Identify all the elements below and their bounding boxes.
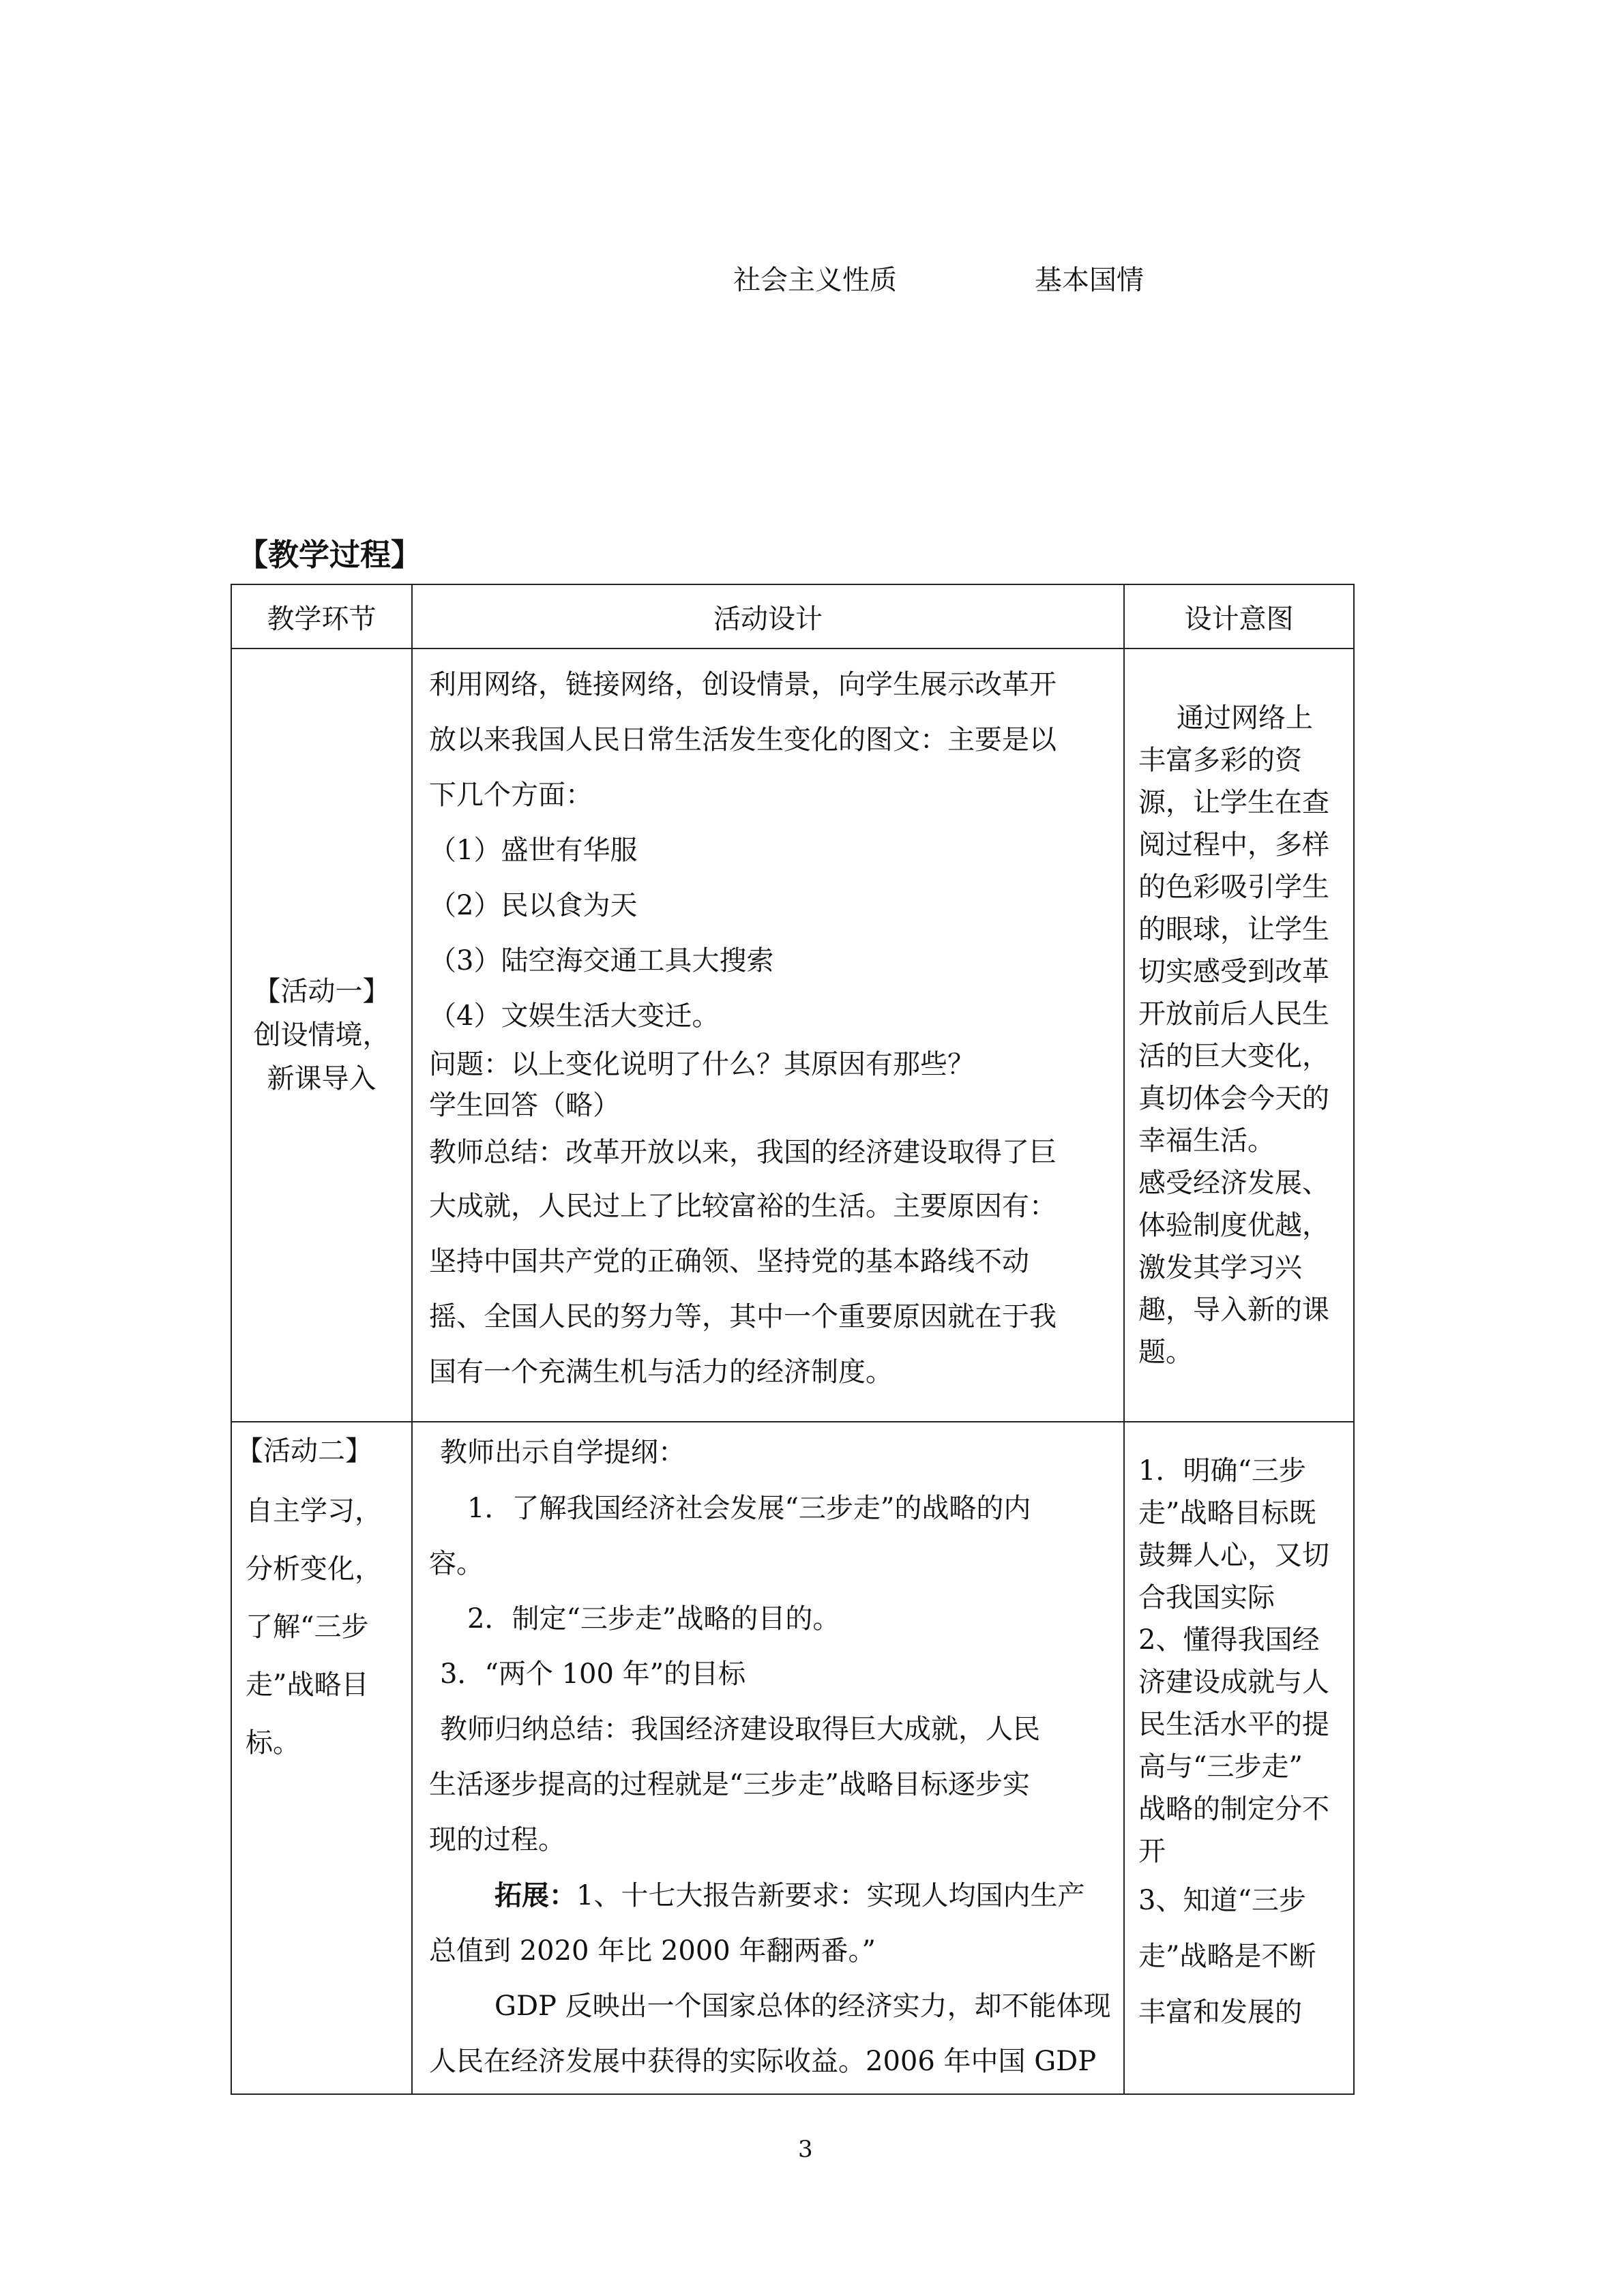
stage-cell [231,648,412,1422]
table-row [231,648,1354,1422]
intent-line: 丰富和发展的 [1138,1997,1302,2028]
activity-line: 问题：以上变化说明了什么？其原因有那些？ [429,1049,975,1080]
intent-line: 源，让学生在查 [1138,787,1329,818]
intent-line: 幸福生活。 [1138,1125,1275,1157]
activity-line: 国有一个充满生机与活力的经济制度。 [429,1356,893,1388]
intent-line: 的眼球，让学生 [1138,914,1329,945]
header-fragment-right: 基本国情 [1035,265,1144,296]
intent-line: 3、知道“三步 [1138,1885,1306,1916]
intent-line: 战略的制定分不 [1138,1793,1329,1825]
header-fragment-left: 社会主义性质 [733,265,897,296]
activity-line: GDP 反映出一个国家总体的经济实力，却不能体现 [494,1991,1111,2022]
activity-line: 容。 [429,1548,484,1579]
intent-line: 高与“三步走” [1138,1751,1303,1783]
page-number: 3 [798,2136,813,2163]
activity-line: 利用网络，链接网络，创设情景，向学生展示改革开 [429,669,1057,700]
intent-line: 体验制度优越， [1138,1210,1329,1241]
intent-line: 真切体会今天的 [1138,1083,1329,1114]
activity-line: 现的过程。 [429,1824,565,1855]
activity-line: （4）文娱生活大变迁。 [429,1000,720,1032]
section-title: 【教学过程】 [237,537,422,573]
intent-line: 的色彩吸引学生 [1138,871,1329,903]
stage-line: 【活动二】 [236,1435,372,1467]
activity-line: 人民在经济发展中获得的实际收益。2006 年中国 GDP [429,2046,1097,2077]
intent-line: 阅过程中，多样 [1138,829,1329,861]
expand-text: 1、十七大报告新要求：实现人均国内生产 [576,1880,1085,1911]
activity-line: 放以来我国人民日常生活发生变化的图文：主要是以 [429,724,1057,756]
header-intent: 设计意图 [1124,584,1354,648]
activity-line: （1）盛世有华服 [429,835,638,866]
expand-label: 拓展： [494,1879,576,1911]
stage-line: 创设情境， [253,1019,390,1051]
intent-line: 济建设成就与人 [1138,1667,1329,1698]
activity-line: 摇、全国人民的努力等，其中一个重要原因就在于我 [429,1301,1057,1332]
activity-line: 教师出示自学提纲： [440,1437,685,1468]
intent-line: 题。 [1138,1337,1193,1368]
intent-cell [1124,1422,1354,2094]
activity-line: （2）民以食为天 [429,890,638,921]
header-stage: 教学环节 [231,584,412,648]
intent-line: 1．明确“三步 [1138,1455,1306,1487]
table-row [231,1422,1354,2094]
activity-cell [412,648,1124,1422]
activity-line: 大成就，人民过上了比较富裕的生活。主要原因有： [429,1191,1057,1222]
stage-cell [231,1422,412,2094]
stage-line: 走”战略目 [246,1669,369,1701]
activity-line [429,1868,1117,1924]
intent-line: 鼓舞人心，又切 [1138,1540,1329,1571]
activity-line: 坚持中国共产党的正确领、坚持党的基本路线不动 [429,1246,1029,1277]
intent-line: 激发其学习兴 [1138,1252,1302,1283]
stage-line: 分析变化， [246,1553,382,1585]
intent-line: 切实感受到改革 [1138,956,1329,987]
activity-cell [412,1422,1124,2094]
intent-line: 感受经济发展、 [1138,1167,1329,1199]
stage-line: 【活动一】 [253,976,390,1007]
intent-line: 丰富多彩的资 [1138,745,1302,776]
stage-line: 新课导入 [267,1063,377,1094]
header-activity: 活动设计 [412,584,1124,648]
intent-line: 走”战略目标既 [1138,1497,1316,1529]
intent-line: 活的巨大变化， [1138,1041,1329,1072]
activity-line: 1．了解我国经济社会发展“三步走”的战略的内 [467,1493,1031,1524]
activity-line: 2．制定“三步走”战略的目的。 [467,1603,840,1635]
stage-line: 自主学习， [246,1495,382,1527]
intent-line: 民生活水平的提 [1138,1709,1329,1740]
intent-line: 2、懂得我国经 [1138,1624,1320,1656]
teaching-process-table [231,584,1355,2095]
table-header-row [231,584,1354,648]
intent-line: 通过网络上 [1177,702,1313,734]
stage-line: 了解“三步 [246,1611,369,1643]
activity-line: 3．“两个 100 年”的目标 [440,1658,746,1690]
activity-line: 下几个方面： [429,779,593,811]
activity-line: 教师归纳总结：我国经济建设取得巨大成就，人民 [440,1714,1040,1745]
activity-line: 教师总结：改革开放以来，我国的经济建设取得了巨 [429,1137,1057,1168]
intent-cell [1124,648,1354,1422]
intent-line: 合我国实际 [1138,1582,1275,1613]
stage-line: 标。 [246,1727,300,1759]
intent-line: 开 [1138,1836,1166,1867]
activity-line: （3）陆空海交通工具大搜索 [429,945,774,976]
activity-line: 生活逐步提高的过程就是“三步走”战略目标逐步实 [429,1769,1030,1800]
activity-line: 总值到 2020 年比 2000 年翻两番。” [429,1935,876,1967]
activity-line: 学生回答（略） [429,1090,620,1121]
intent-line: 走”战略是不断 [1138,1941,1316,1972]
intent-line: 开放前后人民生 [1138,998,1329,1030]
intent-line: 趣，导入新的课 [1138,1294,1329,1326]
